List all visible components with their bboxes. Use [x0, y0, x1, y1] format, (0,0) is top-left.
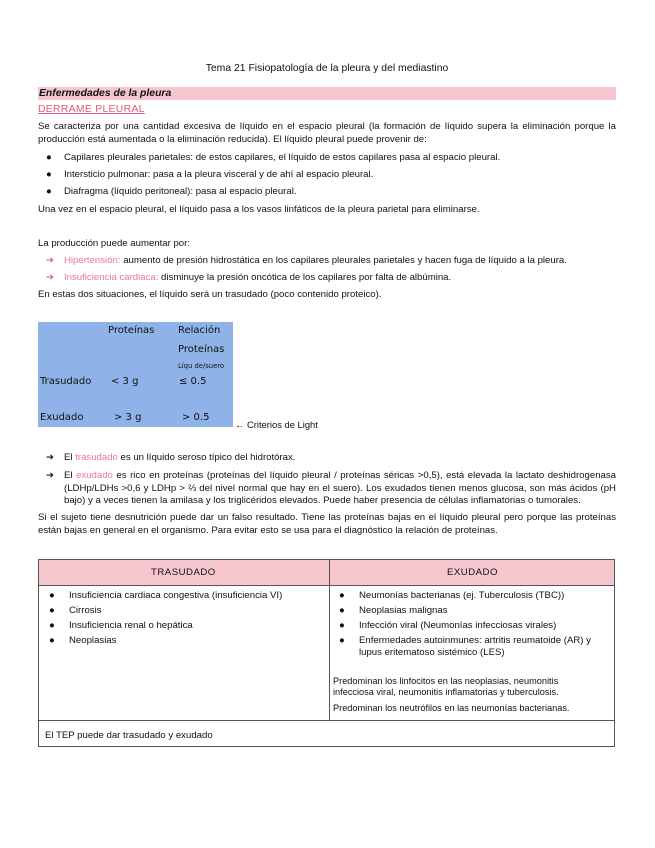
section-heading: Enfermedades de la pleura: [39, 88, 172, 99]
bullet-icon: ●: [49, 605, 55, 616]
light-col-relation-3: Líqu de/suero: [178, 362, 225, 370]
bullet-icon: ●: [339, 620, 345, 631]
exudado-note-lymphocytes-2: infecciosa viral, neumonitis inflamatorias y tuberculosis.: [333, 687, 559, 697]
causes-table-header: [39, 560, 614, 586]
production-intro: La producción puede aumentar por:: [38, 238, 191, 249]
production-outro: En estas dos situaciones, el líquido será un trasudado (poco contenido proteico).: [38, 289, 382, 300]
light-criteria-table: [38, 322, 233, 427]
bullet-icon: ●: [339, 590, 345, 601]
bullet-icon: ●: [49, 620, 55, 631]
table-footer-tep: El TEP puede dar trasudado y exudado: [45, 730, 213, 741]
after-sources-paragraph: Una vez en el espacio pleural, el líquido pasa a los vasos linfáticos de la pleura parietal para eliminarse.: [38, 204, 480, 215]
subsection-heading: DERRAME PLEURAL: [38, 104, 145, 115]
exudado-note-lymphocytes-1: Predominan los linfocitos en las neoplasias, neumonitis: [333, 676, 559, 686]
light-exudado-proteins: > 3 g: [114, 412, 142, 423]
bullet-icon: ●: [46, 152, 52, 163]
bullet-icon: ●: [46, 186, 52, 197]
causes-table: TRASUDADO EXUDADO ● Insuficiencia cardiaca congestiva (insuficiencia VI) ● Cirrosis ● Insuficiencia renal o hepática ● Neoplasias ● Neumonías bacterianas (ej. Tuberculosis (TBC)) ● Neoplasias malignas ● Infección viral (Neumonías infecciosas virales) ● Enfermedades autoinmunes: artritis reumatoide (AR) y lupus eritematoso sistémico (LES) Predominan los linfocitos en las neoplasias, neumonitis infecciosa viral, neumonitis inflamatorias y tuberculosis. Predominan los neutrófilos en las neumonías bacterianas. El TEP puede dar trasudado y exudado: [38, 559, 615, 747]
exudado-item-continuation: lupus eritematoso sistémico (LES): [359, 647, 505, 658]
light-exudado-relation: > 0.5: [182, 412, 210, 423]
light-col-relation-2: Proteínas: [178, 344, 225, 355]
light-trasudado-relation: ≤ 0.5: [179, 376, 207, 387]
bullet-icon: ●: [339, 605, 345, 616]
arrow-icon: ➔: [46, 470, 55, 481]
arrow-icon: ➔: [46, 272, 55, 283]
warning-paragraph: Si el sujeto tiene desnutrición puede dar un falso resultado. Tiene las proteínas bajas en el líquido pleural pero porque las proteínas están bajas en general en el organismo. Para evitar esto se usa para el diagnóstico la relación de proteínas.: [38, 512, 616, 536]
document-title: Tema 21 Fisiopatología de la pleura y del mediastino: [205, 63, 449, 74]
light-row-trasudado: Trasudado: [40, 376, 92, 387]
bullet-icon: ●: [46, 169, 52, 180]
header-exudado: EXUDADO: [447, 567, 498, 578]
arrow-icon: ➔: [46, 452, 55, 463]
row-divider: [39, 720, 614, 721]
light-criteria-label: ← Criterios de Light: [235, 419, 318, 430]
header-trasudado: TRASUDADO: [151, 567, 216, 578]
light-col-proteins: Proteínas: [108, 325, 155, 336]
bullet-icon: ●: [49, 590, 55, 601]
light-row-exudado: Exudado: [40, 412, 84, 423]
light-trasudado-proteins: < 3 g: [111, 376, 139, 387]
arrow-icon: ➔: [46, 255, 55, 266]
light-col-relation: Relación: [178, 325, 221, 336]
bullet-icon: ●: [339, 635, 345, 646]
column-divider: [329, 560, 330, 720]
intro-paragraph: Se caracteriza por una cantidad excesiva de líquido en el espacio pleural (la formación de líquido supera la eliminación porque la producción está aumentada o la eliminación reducida). El líquido pleural puede provenir de:: [38, 121, 616, 145]
section-heading-band: [38, 87, 616, 100]
bullet-icon: ●: [49, 635, 55, 646]
exudado-note-neutrophils: Predominan los neutrófilos en las neumonías bacterianas.: [333, 703, 570, 713]
